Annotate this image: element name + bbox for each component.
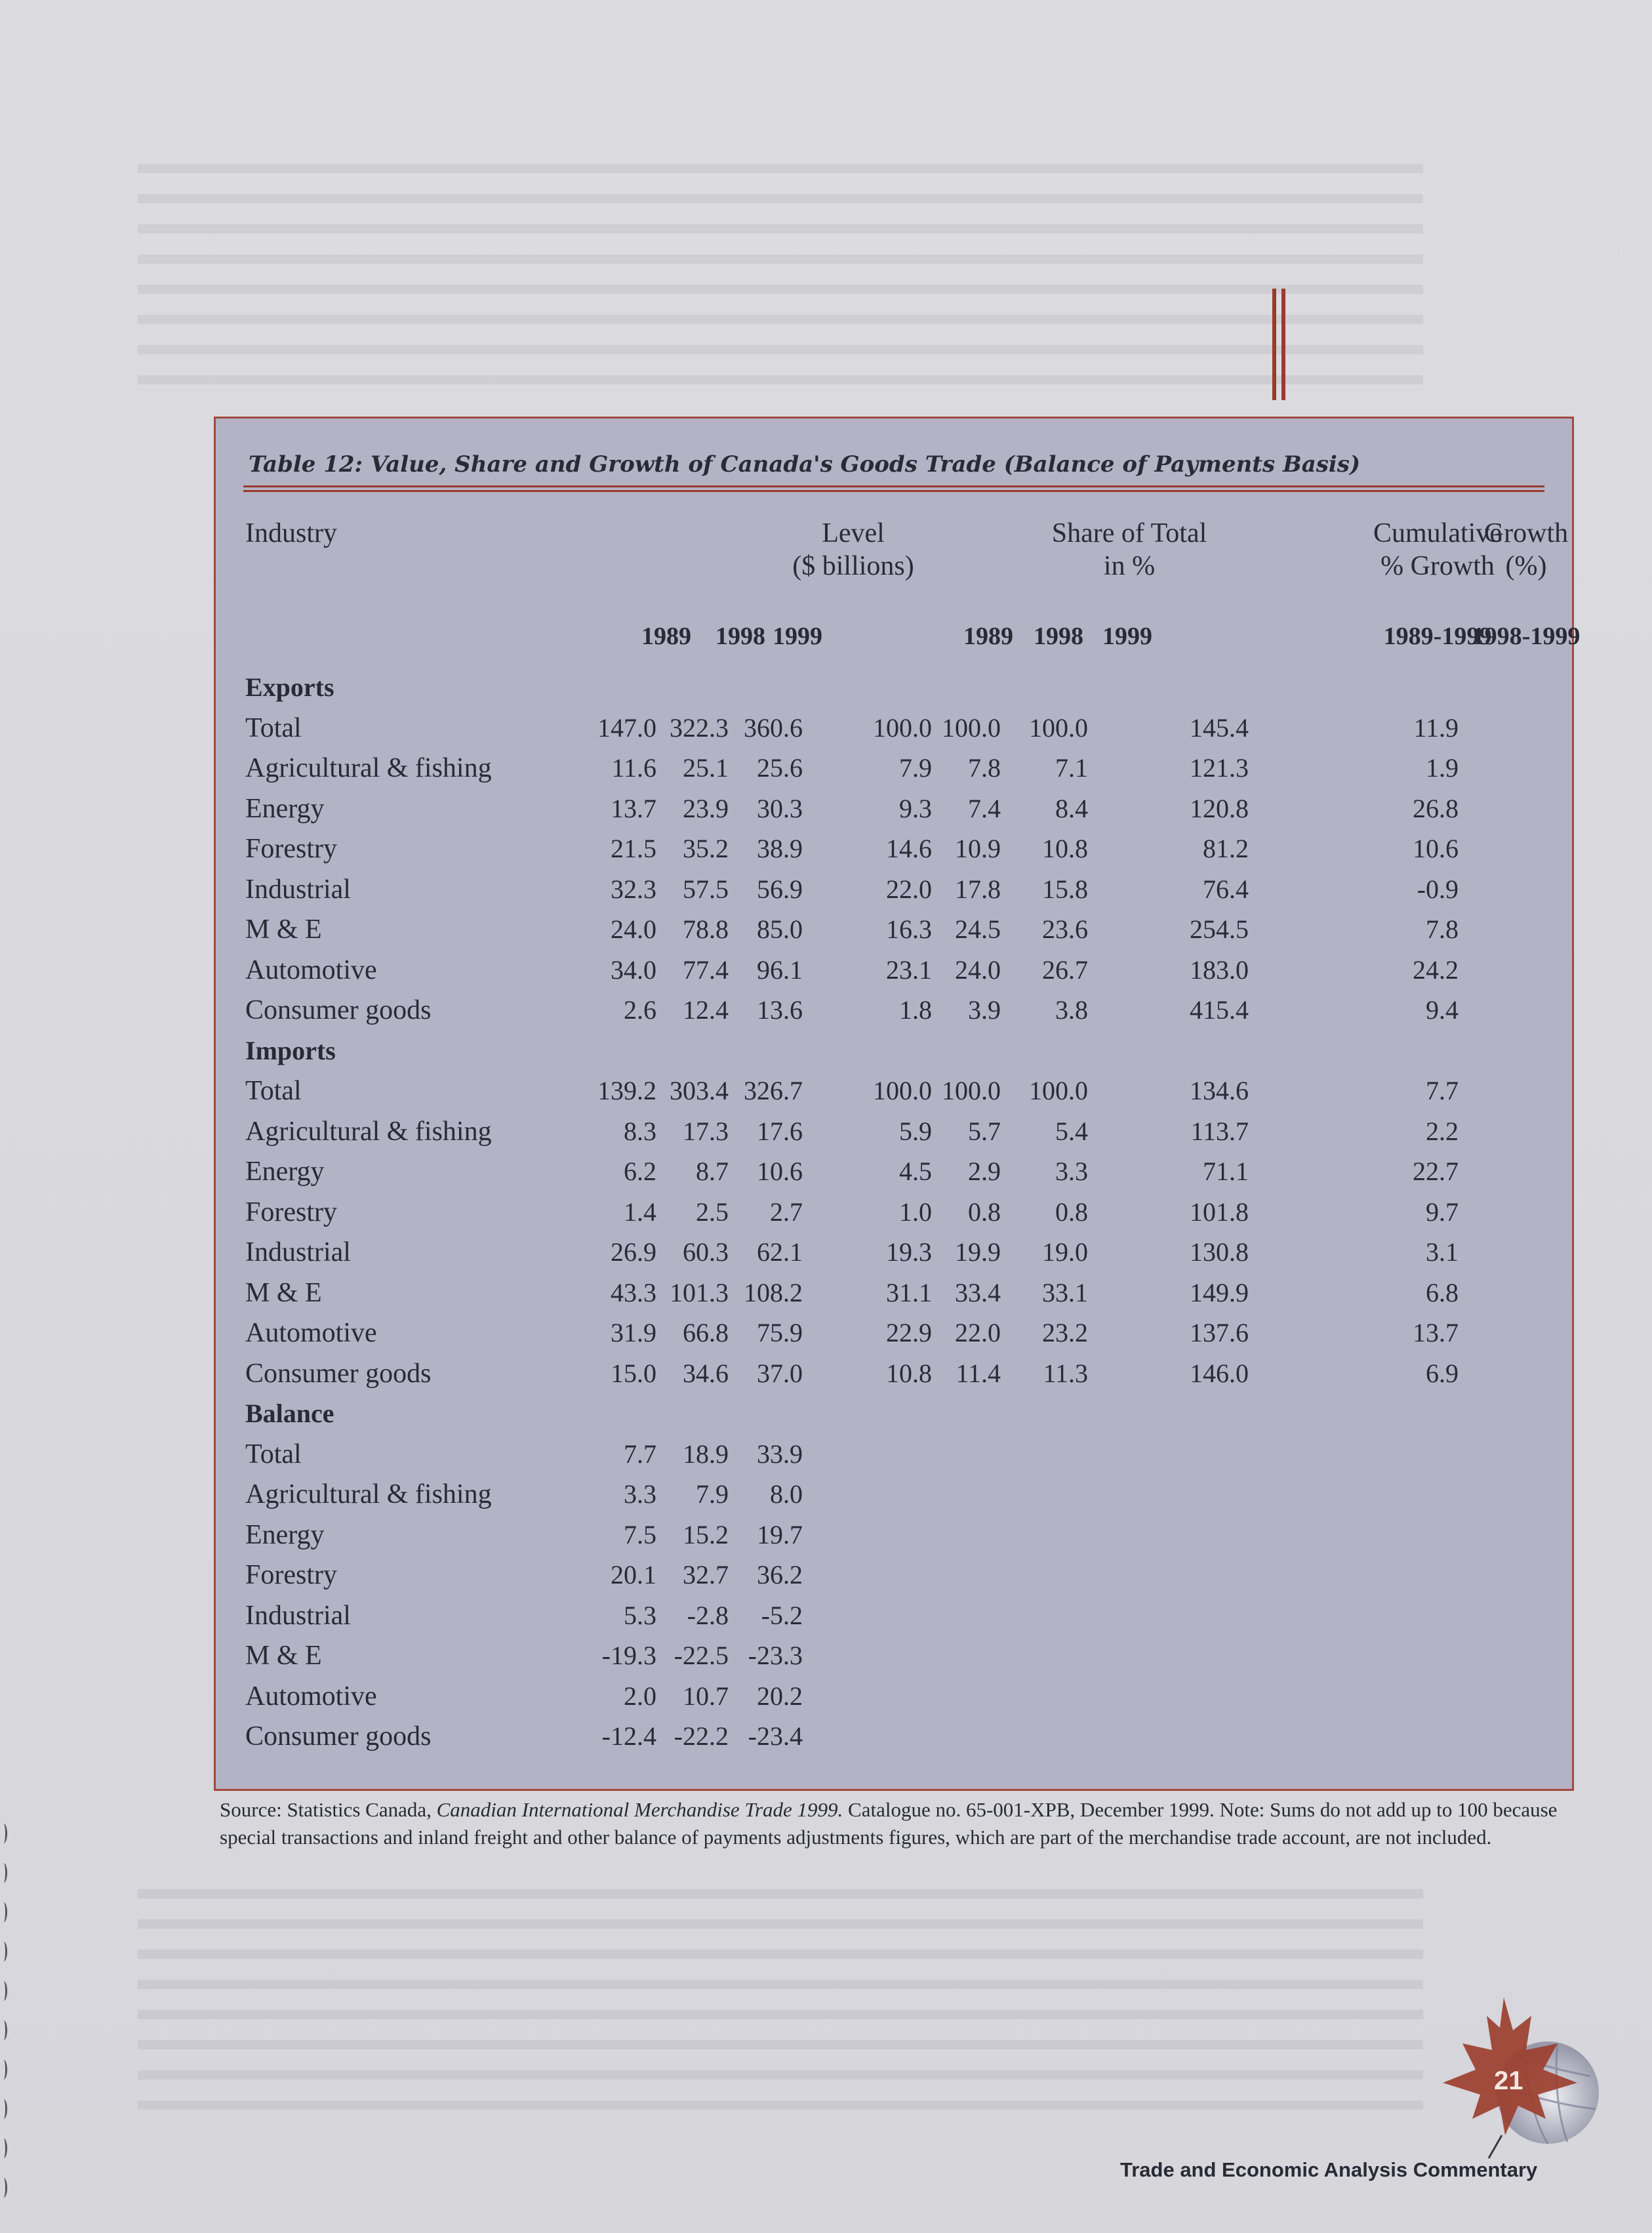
row-label: Agricultural & fishing (245, 753, 492, 783)
share-cell: 100.0 (873, 712, 932, 743)
level-cell: 24.0 (611, 914, 656, 944)
cumulative-cell: 134.6 (1190, 1076, 1249, 1105)
share-cell: 19.3 (886, 1237, 932, 1267)
share-cell: 33.4 (955, 1277, 1001, 1307)
share-cell: 24.5 (955, 914, 1001, 944)
section-header-exports: Exports (245, 672, 334, 702)
level-cell: 62.1 (757, 1237, 803, 1267)
share-cell: 7.1 (1055, 753, 1088, 783)
level-cell: 12.4 (683, 995, 729, 1025)
cumulative-cell: 183.0 (1190, 954, 1249, 985)
growth-cell: 24.2 (1413, 954, 1459, 985)
level-cell: 57.5 (683, 874, 729, 904)
level-cell: 108.2 (744, 1277, 803, 1307)
header-level-line1: Level (822, 518, 885, 548)
level-year-1999: 1999 (773, 623, 822, 650)
growth-cell: 9.4 (1426, 995, 1459, 1025)
share-cell: 17.8 (955, 874, 1001, 904)
level-cell: 34.6 (683, 1358, 729, 1388)
level-cell: -23.3 (748, 1641, 803, 1670)
level-cell: 26.9 (611, 1237, 656, 1267)
level-cell: 2.7 (770, 1197, 803, 1227)
share-cell: 10.9 (955, 834, 1001, 863)
share-cell: 22.0 (886, 874, 932, 904)
share-cell: 7.8 (968, 753, 1001, 783)
level-cell: 8.7 (696, 1157, 729, 1186)
title-double-rule (243, 485, 1544, 492)
growth-cell: 11.9 (1413, 712, 1459, 743)
show-through-text-bottom (138, 1889, 1423, 2125)
share-cell: 9.3 (899, 793, 932, 823)
level-cell: 101.3 (670, 1277, 729, 1307)
source-publication: Canadian International Merchandise Trade 1999. (436, 1798, 843, 1821)
share-year-1998: 1998 (1034, 623, 1083, 650)
level-cell: 3.3 (624, 1479, 656, 1509)
cumulative-cell: 121.3 (1190, 753, 1249, 783)
row-label: Industrial (245, 1600, 351, 1631)
row-label: Forestry (245, 834, 337, 864)
level-cell: 21.5 (611, 834, 656, 863)
share-cell: 5.9 (899, 1116, 932, 1146)
level-cell: 96.1 (757, 954, 803, 985)
level-cell: -12.4 (601, 1721, 656, 1751)
level-cell: 1.4 (624, 1197, 656, 1227)
share-cell: 100.0 (942, 712, 1001, 743)
share-cell: 11.4 (956, 1358, 1001, 1388)
maple-leaf-globe-icon (1426, 1984, 1623, 2161)
row-label: Agricultural & fishing (245, 1116, 492, 1147)
level-cell: 7.7 (624, 1439, 656, 1469)
share-cell: 16.3 (886, 914, 932, 944)
level-cell: 322.3 (670, 712, 729, 743)
header-share-line2: in % (1103, 551, 1156, 581)
publication-footer: Trade and Economic Analysis Commentary (1120, 2158, 1538, 2181)
level-cell: 15.2 (683, 1519, 729, 1549)
cumulative-cell: 149.9 (1190, 1277, 1249, 1307)
share-cell: 3.9 (968, 995, 1001, 1025)
share-cell: 19.0 (1042, 1237, 1088, 1267)
level-cell: 7.9 (696, 1479, 729, 1509)
header-cumulative-line1: Cumulative (1373, 518, 1502, 548)
level-cell: 23.9 (683, 793, 729, 823)
share-cell: 100.0 (873, 1076, 932, 1105)
level-cell: 147.0 (597, 712, 656, 743)
row-label: Total (245, 712, 302, 743)
source-prefix: Source: Statistics Canada, (220, 1798, 437, 1821)
growth-cell: 22.7 (1413, 1157, 1459, 1186)
growth-cell: 6.9 (1426, 1358, 1459, 1388)
level-cell: -19.3 (601, 1641, 656, 1670)
growth-range: 1998-1999 (1472, 623, 1581, 650)
level-cell: 2.5 (696, 1197, 729, 1227)
decorative-red-bars (1272, 289, 1291, 400)
cumulative-cell: 101.8 (1190, 1197, 1249, 1227)
level-cell: 20.2 (757, 1681, 803, 1711)
row-label: Industrial (245, 1237, 351, 1267)
row-label: Automotive (245, 1318, 377, 1348)
growth-cell: 6.8 (1426, 1277, 1459, 1307)
cumulative-cell: 130.8 (1190, 1237, 1249, 1267)
share-year-1999: 1999 (1102, 623, 1152, 650)
level-cell: 17.3 (683, 1116, 729, 1146)
share-cell: 100.0 (942, 1076, 1001, 1105)
level-cell: 56.9 (757, 874, 803, 904)
growth-cell: 10.6 (1413, 834, 1459, 863)
share-cell: 22.9 (886, 1318, 932, 1347)
growth-cell: 9.7 (1426, 1197, 1459, 1227)
section-header-imports: Imports (245, 1035, 336, 1065)
header-level-line2: ($ billions) (792, 551, 914, 581)
level-cell: 32.3 (611, 874, 656, 904)
level-cell: 19.7 (757, 1519, 803, 1549)
row-label: M & E (245, 1641, 322, 1671)
share-cell: 1.0 (899, 1197, 932, 1227)
growth-cell: 1.9 (1426, 753, 1459, 783)
share-cell: 31.1 (886, 1277, 932, 1307)
level-cell: 11.6 (611, 753, 656, 783)
level-cell: 2.0 (624, 1681, 656, 1711)
level-cell: -2.8 (687, 1600, 729, 1630)
cumulative-cell: 81.2 (1203, 834, 1249, 863)
level-year-1989: 1989 (641, 623, 691, 650)
level-cell: 326.7 (744, 1076, 803, 1105)
row-label: Consumer goods (245, 995, 432, 1025)
growth-cell: 2.2 (1426, 1116, 1459, 1146)
level-cell: 31.9 (611, 1318, 656, 1347)
show-through-text-top (138, 164, 1423, 400)
row-label: Forestry (245, 1560, 337, 1590)
header-growth-line2: (%) (1505, 551, 1547, 581)
header-share-line1: Share of Total (1051, 518, 1207, 548)
share-cell: 3.8 (1055, 995, 1088, 1025)
row-label: M & E (245, 1277, 322, 1308)
row-label: Energy (245, 1157, 325, 1187)
level-cell: 18.9 (683, 1439, 729, 1469)
row-label: Forestry (245, 1197, 337, 1227)
share-cell: 10.8 (1042, 834, 1088, 863)
share-cell: 5.4 (1055, 1116, 1088, 1146)
level-cell: 43.3 (611, 1277, 656, 1307)
share-cell: 2.9 (968, 1157, 1001, 1186)
level-cell: 20.1 (611, 1560, 656, 1589)
level-cell: 15.0 (611, 1358, 656, 1388)
share-cell: 3.3 (1055, 1157, 1088, 1186)
share-cell: 8.4 (1055, 793, 1088, 823)
level-cell: -22.2 (674, 1721, 729, 1751)
row-label: Automotive (245, 954, 377, 985)
growth-cell: 7.8 (1426, 914, 1459, 944)
row-label: M & E (245, 914, 322, 945)
level-cell: 75.9 (757, 1318, 803, 1347)
share-cell: 100.0 (1029, 712, 1088, 743)
cumulative-cell: 113.7 (1190, 1116, 1249, 1146)
level-cell: 13.6 (757, 995, 803, 1025)
growth-cell: -0.9 (1417, 874, 1459, 904)
level-cell: 7.5 (624, 1519, 656, 1549)
share-cell: 11.3 (1043, 1358, 1088, 1388)
cumulative-cell: 120.8 (1190, 793, 1249, 823)
share-cell: 33.1 (1042, 1277, 1088, 1307)
share-year-1989: 1989 (963, 623, 1013, 650)
page-number: 21 (1494, 2066, 1523, 2095)
level-cell: 360.6 (744, 712, 803, 743)
share-cell: 5.7 (968, 1116, 1001, 1146)
level-cell: 10.7 (683, 1681, 729, 1711)
header-cumulative-line2: % Growth (1380, 551, 1495, 581)
row-label: Industrial (245, 874, 351, 905)
share-cell: 24.0 (955, 954, 1001, 985)
level-cell: 33.9 (757, 1439, 803, 1469)
level-cell: 303.4 (670, 1076, 729, 1105)
cumulative-cell: 76.4 (1203, 874, 1249, 904)
share-cell: 7.4 (968, 793, 1001, 823)
level-cell: 32.7 (683, 1560, 729, 1589)
level-cell: 5.3 (624, 1600, 656, 1630)
growth-cell: 26.8 (1413, 793, 1459, 823)
cumulative-cell: 254.5 (1190, 914, 1249, 944)
growth-cell: 7.7 (1426, 1076, 1459, 1105)
level-cell: 17.6 (757, 1116, 803, 1146)
level-cell: 6.2 (624, 1157, 656, 1186)
share-cell: 4.5 (899, 1157, 932, 1186)
level-cell: 30.3 (757, 793, 803, 823)
row-label: Energy (245, 1519, 325, 1550)
header-growth-line1: Growth (1483, 518, 1569, 548)
level-cell: 66.8 (683, 1318, 729, 1347)
share-cell: 7.9 (899, 753, 932, 783)
share-cell: 1.8 (899, 995, 932, 1025)
share-cell: 23.1 (886, 954, 932, 985)
level-cell: 36.2 (757, 1560, 803, 1589)
level-cell: 77.4 (683, 954, 729, 985)
table-title: Table 12: Value, Share and Growth of Canada's Goods Trade (Balance of Payments Basis) (249, 451, 1361, 478)
level-cell: 35.2 (683, 834, 729, 863)
share-cell: 14.6 (886, 834, 932, 863)
section-header-balance: Balance (245, 1399, 334, 1428)
row-label: Consumer goods (245, 1358, 432, 1389)
share-cell: 0.8 (968, 1197, 1001, 1227)
row-label: Total (245, 1076, 302, 1106)
share-cell: 100.0 (1029, 1076, 1088, 1105)
level-cell: 60.3 (683, 1237, 729, 1267)
share-cell: 19.9 (955, 1237, 1001, 1267)
share-cell: 23.6 (1042, 914, 1088, 944)
row-label: Energy (245, 793, 325, 824)
share-cell: 15.8 (1042, 874, 1088, 904)
growth-cell: 13.7 (1413, 1318, 1459, 1347)
level-cell: 13.7 (611, 793, 656, 823)
level-cell: 38.9 (757, 834, 803, 863)
source-note (220, 1796, 1571, 1851)
level-cell: 37.0 (757, 1358, 803, 1388)
share-cell: 23.2 (1042, 1318, 1088, 1347)
cumulative-cell: 146.0 (1190, 1358, 1249, 1388)
level-cell: 25.6 (757, 753, 803, 783)
level-cell: 10.6 (757, 1157, 803, 1186)
header-industry: Industry (245, 518, 337, 548)
share-cell: 0.8 (1055, 1197, 1088, 1227)
level-cell: 139.2 (597, 1076, 656, 1105)
cumulative-cell: 137.6 (1190, 1318, 1249, 1347)
cumulative-cell: 71.1 (1203, 1157, 1249, 1186)
level-cell: 8.3 (624, 1116, 656, 1146)
share-cell: 10.8 (886, 1358, 932, 1388)
share-cell: 22.0 (955, 1318, 1001, 1347)
source-suffix: Catalogue no. 65-001-XPB, December 1999. Note: Sums do not add up to 100 because special transactions and inland freight and other balance of payments adjustments figures, which are part of the merchandise trade account, are not included. (220, 1798, 1558, 1849)
level-cell: 85.0 (757, 914, 803, 944)
level-cell: 2.6 (624, 995, 656, 1025)
row-label: Consumer goods (245, 1721, 432, 1752)
row-label: Agricultural & fishing (245, 1479, 492, 1509)
level-cell: -22.5 (674, 1641, 729, 1670)
growth-cell: 3.1 (1426, 1237, 1459, 1267)
row-label: Total (245, 1439, 302, 1469)
level-cell: 8.0 (770, 1479, 803, 1509)
share-cell: 26.7 (1042, 954, 1088, 985)
binding-holes (0, 1824, 7, 2217)
level-cell: -5.2 (761, 1600, 803, 1630)
level-cell: -23.4 (748, 1721, 803, 1751)
cumulative-cell: 145.4 (1190, 712, 1249, 743)
cumulative-range: 1989-1999 (1383, 623, 1492, 650)
level-year-1998: 1998 (715, 623, 765, 650)
level-cell: 34.0 (611, 954, 656, 985)
level-cell: 25.1 (683, 753, 729, 783)
trade-table (214, 417, 1581, 1791)
row-label: Automotive (245, 1681, 377, 1711)
level-cell: 78.8 (683, 914, 729, 944)
cumulative-cell: 415.4 (1190, 995, 1249, 1025)
